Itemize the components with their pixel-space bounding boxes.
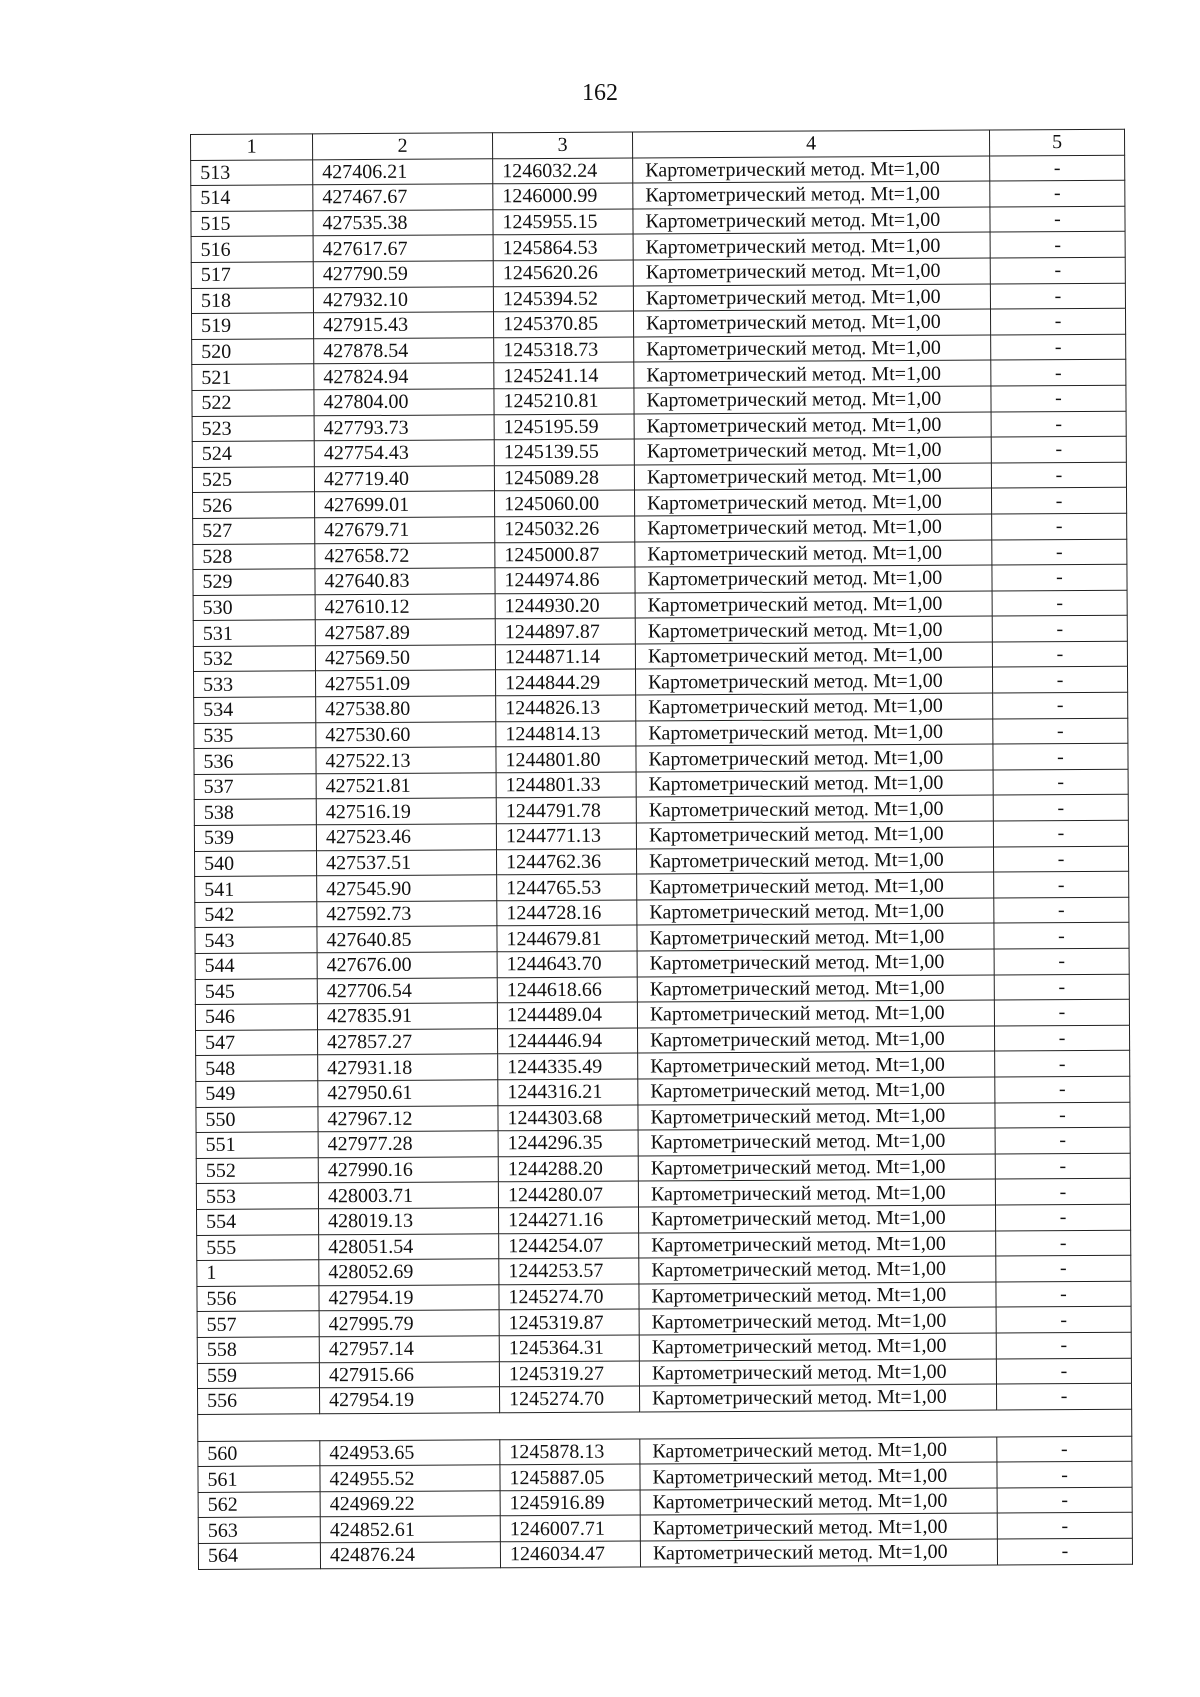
note-cell: - (992, 641, 1127, 667)
x-coordinate-cell: 427990.16 (318, 1157, 498, 1184)
method-cell: Картометрический метод. Mt=1,00 (635, 514, 992, 542)
point-number-cell: 531 (193, 620, 315, 646)
method-cell: Картометрический метод. Mt=1,00 (636, 744, 993, 772)
column-header: 2 (313, 133, 493, 160)
point-number-cell: 559 (197, 1362, 319, 1388)
y-coordinate-cell: 1244897.87 (495, 618, 635, 644)
point-number-cell: 527 (193, 518, 315, 544)
note-cell: - (994, 948, 1129, 974)
point-number-cell: 556 (198, 1388, 320, 1414)
y-coordinate-cell: 1245319.27 (499, 1361, 639, 1387)
note-cell: - (994, 923, 1129, 949)
y-coordinate-cell: 1246032.24 (493, 158, 633, 184)
point-number-cell: 525 (192, 467, 314, 493)
note-cell: - (996, 1230, 1131, 1256)
x-coordinate-cell: 428051.54 (319, 1233, 499, 1260)
x-coordinate-cell: 427932.10 (313, 286, 493, 313)
note-cell: - (991, 411, 1126, 437)
x-coordinate-cell: 424969.22 (320, 1491, 500, 1518)
y-coordinate-cell: 1245916.89 (500, 1490, 640, 1516)
point-number-cell: 529 (193, 569, 315, 595)
method-cell: Картометрический метод. Mt=1,00 (636, 719, 993, 747)
x-coordinate-cell: 427954.19 (319, 1285, 499, 1312)
y-coordinate-cell: 1245394.52 (493, 286, 633, 312)
point-number-cell: 561 (198, 1466, 320, 1492)
x-coordinate-cell: 427610.12 (315, 593, 495, 620)
method-cell: Картометрический метод. Mt=1,00 (637, 1026, 994, 1054)
point-number-cell: 545 (195, 978, 317, 1004)
x-coordinate-cell: 427640.85 (317, 926, 497, 953)
point-number-cell: 1 (197, 1260, 319, 1286)
note-cell: - (997, 1538, 1132, 1564)
note-cell: - (990, 180, 1125, 206)
x-coordinate-cell: 427516.19 (316, 798, 496, 825)
point-number-cell: 564 (198, 1543, 320, 1569)
x-coordinate-cell: 427915.43 (314, 312, 494, 339)
y-coordinate-cell: 1244296.35 (498, 1130, 638, 1156)
y-coordinate-cell: 1244826.13 (496, 695, 636, 721)
x-coordinate-cell: 427835.91 (317, 1003, 497, 1030)
x-coordinate-cell: 424876.24 (320, 1542, 500, 1569)
x-coordinate-cell: 427538.80 (316, 696, 496, 723)
y-coordinate-cell: 1245089.28 (494, 465, 634, 491)
method-cell: Картометрический метод. Mt=1,00 (633, 156, 990, 184)
y-coordinate-cell: 1244446.94 (498, 1028, 638, 1054)
method-cell: Картометрический метод. Mt=1,00 (639, 1282, 996, 1310)
note-cell: - (991, 334, 1126, 360)
x-coordinate-cell: 427587.89 (315, 619, 495, 646)
point-number-cell: 532 (193, 646, 315, 672)
x-coordinate-cell: 427719.40 (314, 466, 494, 493)
method-cell: Картометрический метод. Mt=1,00 (635, 565, 992, 593)
y-coordinate-cell: 1244316.21 (498, 1079, 638, 1105)
note-cell: - (991, 385, 1126, 411)
method-cell: Картометрический метод. Mt=1,00 (634, 360, 991, 388)
point-number-cell: 515 (191, 211, 313, 237)
method-cell: Картометрический метод. Mt=1,00 (637, 975, 994, 1003)
y-coordinate-cell: 1245318.73 (494, 337, 634, 363)
method-cell: Картометрический метод. Mt=1,00 (635, 540, 992, 568)
y-coordinate-cell: 1244762.36 (497, 849, 637, 875)
note-cell: - (995, 1179, 1130, 1205)
point-number-cell: 549 (196, 1081, 318, 1107)
point-number-cell: 519 (192, 313, 314, 339)
point-number-cell: 520 (192, 339, 314, 365)
method-cell: Картометрический метод. Mt=1,00 (634, 437, 991, 465)
method-cell: Картометрический метод. Mt=1,00 (635, 616, 992, 644)
method-cell: Картометрический метод. Mt=1,00 (638, 1179, 995, 1207)
y-coordinate-cell: 1244930.20 (495, 593, 635, 619)
note-cell: - (994, 897, 1129, 923)
note-cell: - (997, 1513, 1132, 1539)
x-coordinate-cell: 428003.71 (318, 1182, 498, 1209)
note-cell: - (996, 1358, 1131, 1384)
y-coordinate-cell: 1244771.13 (496, 823, 636, 849)
method-cell: Картометрический метод. Mt=1,00 (640, 1462, 997, 1490)
point-number-cell: 524 (192, 441, 314, 467)
point-number-cell: 540 (195, 850, 317, 876)
point-number-cell: 528 (193, 543, 315, 569)
note-cell: - (991, 360, 1126, 386)
y-coordinate-cell: 1244303.68 (498, 1105, 638, 1131)
point-number-cell: 518 (191, 287, 313, 313)
x-coordinate-cell: 427521.81 (316, 773, 496, 800)
point-number-cell: 552 (196, 1158, 318, 1184)
method-cell: Картометрический метод. Mt=1,00 (635, 591, 992, 619)
note-cell: - (997, 1436, 1132, 1462)
y-coordinate-cell: 1244844.29 (495, 669, 635, 695)
point-number-cell: 536 (194, 748, 316, 774)
point-number-cell: 556 (197, 1286, 319, 1312)
y-coordinate-cell: 1245955.15 (493, 209, 633, 235)
x-coordinate-cell: 427551.09 (316, 670, 496, 697)
y-coordinate-cell: 1245864.53 (493, 234, 633, 260)
note-cell: - (995, 1127, 1130, 1153)
note-cell: - (992, 539, 1127, 565)
point-number-cell: 517 (191, 262, 313, 288)
y-coordinate-cell: 1245032.26 (495, 516, 635, 542)
method-cell: Картометрический метод. Mt=1,00 (637, 872, 994, 900)
method-cell: Картометрический метод. Mt=1,00 (635, 667, 992, 695)
method-cell: Картометрический метод. Mt=1,00 (633, 284, 990, 312)
x-coordinate-cell: 427640.83 (315, 568, 495, 595)
point-number-cell: 555 (197, 1234, 319, 1260)
point-number-cell: 547 (196, 1030, 318, 1056)
point-number-cell: 543 (195, 927, 317, 953)
y-coordinate-cell: 1244801.80 (496, 746, 636, 772)
x-coordinate-cell: 427569.50 (315, 645, 495, 672)
y-coordinate-cell: 1244489.04 (497, 1002, 637, 1028)
point-number-cell: 521 (192, 364, 314, 390)
x-coordinate-cell: 427754.43 (314, 440, 494, 467)
method-cell: Картометрический метод. Mt=1,00 (638, 1205, 995, 1233)
method-cell: Картометрический метод. Mt=1,00 (637, 949, 994, 977)
point-number-cell: 514 (191, 185, 313, 211)
y-coordinate-cell: 1245241.14 (494, 362, 634, 388)
method-cell: Картометрический метод. Mt=1,00 (634, 412, 991, 440)
note-cell: - (995, 1076, 1130, 1102)
method-cell: Картометрический метод. Mt=1,00 (633, 309, 990, 337)
column-header: 4 (632, 130, 989, 158)
x-coordinate-cell: 424955.52 (320, 1465, 500, 1492)
y-coordinate-cell: 1244335.49 (498, 1053, 638, 1079)
note-cell: - (993, 795, 1128, 821)
x-coordinate-cell: 427950.61 (318, 1080, 498, 1107)
point-number-cell: 533 (194, 671, 316, 697)
x-coordinate-cell: 427592.73 (317, 901, 497, 928)
method-cell: Картометрический метод. Mt=1,00 (638, 1077, 995, 1105)
x-coordinate-cell: 427535.38 (313, 210, 493, 237)
note-cell: - (990, 308, 1125, 334)
note-cell: - (996, 1332, 1131, 1358)
point-number-cell: 562 (198, 1492, 320, 1518)
note-cell: - (990, 232, 1125, 258)
method-cell: Картометрический метод. Mt=1,00 (639, 1256, 996, 1284)
note-cell: - (991, 462, 1126, 488)
point-number-cell: 534 (194, 697, 316, 723)
method-cell: Картометрический метод. Mt=1,00 (637, 1000, 994, 1028)
y-coordinate-cell: 1245000.87 (495, 542, 635, 568)
note-cell: - (992, 513, 1127, 539)
point-number-cell: 563 (198, 1517, 320, 1543)
note-cell: - (995, 1102, 1130, 1128)
x-coordinate-cell: 427658.72 (315, 542, 495, 569)
note-cell: - (991, 488, 1126, 514)
method-cell: Картометрический метод. Mt=1,00 (635, 642, 992, 670)
x-coordinate-cell: 427957.14 (319, 1336, 499, 1363)
point-number-cell: 523 (192, 415, 314, 441)
x-coordinate-cell: 427679.71 (315, 517, 495, 544)
point-number-cell: 530 (193, 594, 315, 620)
note-cell: - (992, 616, 1127, 642)
note-cell: - (992, 667, 1127, 693)
x-coordinate-cell: 427967.12 (318, 1105, 498, 1132)
y-coordinate-cell: 1245878.13 (500, 1439, 640, 1465)
method-cell: Картометрический метод. Mt=1,00 (638, 1103, 995, 1131)
x-coordinate-cell: 427406.21 (313, 158, 493, 185)
method-cell: Картометрический метод. Mt=1,00 (634, 335, 991, 363)
point-number-cell: 544 (195, 953, 317, 979)
page-number: 162 (582, 80, 618, 106)
coordinates-table-sheet (190, 129, 1132, 1570)
method-cell: Картометрический метод. Mt=1,00 (638, 1154, 995, 1182)
y-coordinate-cell: 1244280.07 (498, 1181, 638, 1207)
x-coordinate-cell: 427995.79 (319, 1310, 499, 1337)
method-cell: Картометрический метод. Mt=1,00 (633, 232, 990, 260)
y-coordinate-cell: 1244765.53 (497, 874, 637, 900)
y-coordinate-cell: 1244271.16 (499, 1207, 639, 1233)
method-cell: Картометрический метод. Mt=1,00 (639, 1307, 996, 1335)
y-coordinate-cell: 1244643.70 (497, 951, 637, 977)
point-number-cell: 542 (195, 902, 317, 928)
method-cell: Картометрический метод. Mt=1,00 (637, 898, 994, 926)
point-number-cell: 541 (195, 876, 317, 902)
point-number-cell: 560 (198, 1440, 320, 1466)
note-cell: - (994, 999, 1129, 1025)
y-coordinate-cell: 1246034.47 (500, 1541, 640, 1567)
point-number-cell: 516 (191, 236, 313, 262)
note-cell: - (995, 1153, 1130, 1179)
point-number-cell: 546 (195, 1004, 317, 1030)
x-coordinate-cell: 424953.65 (320, 1439, 500, 1466)
note-cell: - (996, 1383, 1131, 1409)
column-header: 1 (191, 134, 313, 160)
point-number-cell: 537 (194, 774, 316, 800)
note-cell: - (993, 769, 1128, 795)
table-body-top (191, 155, 1132, 1414)
x-coordinate-cell: 427467.67 (313, 184, 493, 211)
y-coordinate-cell: 1244801.33 (496, 772, 636, 798)
method-cell: Картометрический метод. Mt=1,00 (636, 795, 993, 823)
note-cell: - (997, 1487, 1132, 1513)
x-coordinate-cell: 427824.94 (314, 363, 494, 390)
y-coordinate-cell: 1245364.31 (499, 1335, 639, 1361)
method-cell: Картометрический метод. Mt=1,00 (637, 923, 994, 951)
method-cell: Картометрический метод. Mt=1,00 (633, 258, 990, 286)
method-cell: Картометрический метод. Mt=1,00 (640, 1384, 997, 1412)
note-cell: - (993, 846, 1128, 872)
y-coordinate-cell: 1244679.81 (497, 925, 637, 951)
x-coordinate-cell: 427857.27 (318, 1029, 498, 1056)
note-cell: - (993, 692, 1128, 718)
note-cell: - (994, 871, 1129, 897)
note-cell: - (996, 1307, 1131, 1333)
point-number-cell: 548 (196, 1055, 318, 1081)
y-coordinate-cell: 1244814.13 (496, 721, 636, 747)
y-coordinate-cell: 1245620.26 (493, 260, 633, 286)
x-coordinate-cell: 427699.01 (315, 491, 495, 518)
note-cell: - (993, 820, 1128, 846)
note-cell: - (990, 257, 1125, 283)
x-coordinate-cell: 424852.61 (320, 1516, 500, 1543)
method-cell: Картометрический метод. Mt=1,00 (636, 847, 993, 875)
y-coordinate-cell: 1244253.57 (499, 1258, 639, 1284)
note-cell: - (991, 436, 1126, 462)
note-cell: - (993, 718, 1128, 744)
table-body-bottom (198, 1436, 1133, 1569)
y-coordinate-cell: 1245274.70 (500, 1386, 640, 1412)
method-cell: Картометрический метод. Mt=1,00 (640, 1437, 997, 1465)
x-coordinate-cell: 427545.90 (317, 875, 497, 902)
method-cell: Картометрический метод. Mt=1,00 (639, 1359, 996, 1387)
method-cell: Картометрический метод. Mt=1,00 (638, 1051, 995, 1079)
y-coordinate-cell: 1245274.70 (499, 1284, 639, 1310)
y-coordinate-cell: 1245210.81 (494, 388, 634, 414)
point-number-cell: 513 (191, 159, 313, 185)
column-header: 3 (492, 132, 632, 158)
x-coordinate-cell: 427931.18 (318, 1054, 498, 1081)
x-coordinate-cell: 427706.54 (317, 977, 497, 1004)
note-cell: - (990, 206, 1125, 232)
x-coordinate-cell: 427977.28 (318, 1131, 498, 1158)
method-cell: Картометрический метод. Mt=1,00 (634, 488, 991, 516)
point-number-cell: 558 (197, 1337, 319, 1363)
x-coordinate-cell: 427530.60 (316, 721, 496, 748)
x-coordinate-cell: 427676.00 (317, 952, 497, 979)
coordinates-table (190, 129, 1133, 1570)
point-number-cell: 550 (196, 1106, 318, 1132)
note-cell: - (990, 155, 1125, 181)
point-number-cell: 557 (197, 1311, 319, 1337)
x-coordinate-cell: 427878.54 (314, 338, 494, 365)
note-cell: - (997, 1462, 1132, 1488)
note-cell: - (996, 1255, 1131, 1281)
method-cell: Картометрический метод. Mt=1,00 (639, 1333, 996, 1361)
x-coordinate-cell: 427804.00 (314, 389, 494, 416)
point-number-cell: 522 (192, 390, 314, 416)
point-number-cell: 551 (196, 1132, 318, 1158)
x-coordinate-cell: 427537.51 (317, 849, 497, 876)
y-coordinate-cell: 1244728.16 (497, 900, 637, 926)
note-cell: - (996, 1281, 1131, 1307)
y-coordinate-cell: 1245319.87 (499, 1309, 639, 1335)
note-cell: - (992, 590, 1127, 616)
y-coordinate-cell: 1246007.71 (500, 1515, 640, 1541)
point-number-cell: 539 (194, 825, 316, 851)
y-coordinate-cell: 1245060.00 (494, 490, 634, 516)
x-coordinate-cell: 428052.69 (319, 1259, 499, 1286)
y-coordinate-cell: 1246000.99 (493, 183, 633, 209)
method-cell: Картометрический метод. Mt=1,00 (634, 463, 991, 491)
table-row (198, 1538, 1132, 1569)
point-number-cell: 526 (193, 492, 315, 518)
y-coordinate-cell: 1245887.05 (500, 1464, 640, 1490)
method-cell: Картометрический метод. Mt=1,00 (634, 386, 991, 414)
y-coordinate-cell: 1244871.14 (495, 644, 635, 670)
method-cell: Картометрический метод. Mt=1,00 (640, 1539, 997, 1567)
column-header: 5 (989, 129, 1124, 155)
point-number-cell: 553 (196, 1183, 318, 1209)
point-number-cell: 554 (197, 1209, 319, 1235)
x-coordinate-cell: 427793.73 (314, 414, 494, 441)
x-coordinate-cell: 427523.46 (316, 824, 496, 851)
method-cell: Картометрический метод. Mt=1,00 (633, 207, 990, 235)
note-cell: - (990, 283, 1125, 309)
note-cell: - (995, 1204, 1130, 1230)
x-coordinate-cell: 427617.67 (313, 235, 493, 262)
note-cell: - (994, 974, 1129, 1000)
method-cell: Картометрический метод. Mt=1,00 (636, 770, 993, 798)
method-cell: Картометрический метод. Mt=1,00 (639, 1231, 996, 1259)
y-coordinate-cell: 1244791.78 (496, 797, 636, 823)
note-cell: - (993, 744, 1128, 770)
x-coordinate-cell: 428019.13 (319, 1208, 499, 1235)
y-coordinate-cell: 1244974.86 (495, 567, 635, 593)
method-cell: Картометрический метод. Mt=1,00 (638, 1128, 995, 1156)
x-coordinate-cell: 427915.66 (319, 1361, 499, 1388)
method-cell: Картометрический метод. Mt=1,00 (636, 821, 993, 849)
y-coordinate-cell: 1244254.07 (499, 1233, 639, 1259)
y-coordinate-cell: 1245370.85 (493, 311, 633, 337)
method-cell: Картометрический метод. Mt=1,00 (633, 181, 990, 209)
x-coordinate-cell: 427790.59 (313, 261, 493, 288)
method-cell: Картометрический метод. Mt=1,00 (636, 693, 993, 721)
y-coordinate-cell: 1244618.66 (497, 977, 637, 1003)
method-cell: Картометрический метод. Mt=1,00 (640, 1513, 997, 1541)
note-cell: - (994, 1025, 1129, 1051)
note-cell: - (995, 1051, 1130, 1077)
x-coordinate-cell: 427954.19 (320, 1387, 500, 1414)
x-coordinate-cell: 427522.13 (316, 747, 496, 774)
y-coordinate-cell: 1244288.20 (498, 1156, 638, 1182)
point-number-cell: 535 (194, 722, 316, 748)
method-cell: Картометрический метод. Mt=1,00 (640, 1488, 997, 1516)
point-number-cell: 538 (194, 799, 316, 825)
note-cell: - (992, 564, 1127, 590)
y-coordinate-cell: 1245139.55 (494, 439, 634, 465)
y-coordinate-cell: 1245195.59 (494, 414, 634, 440)
